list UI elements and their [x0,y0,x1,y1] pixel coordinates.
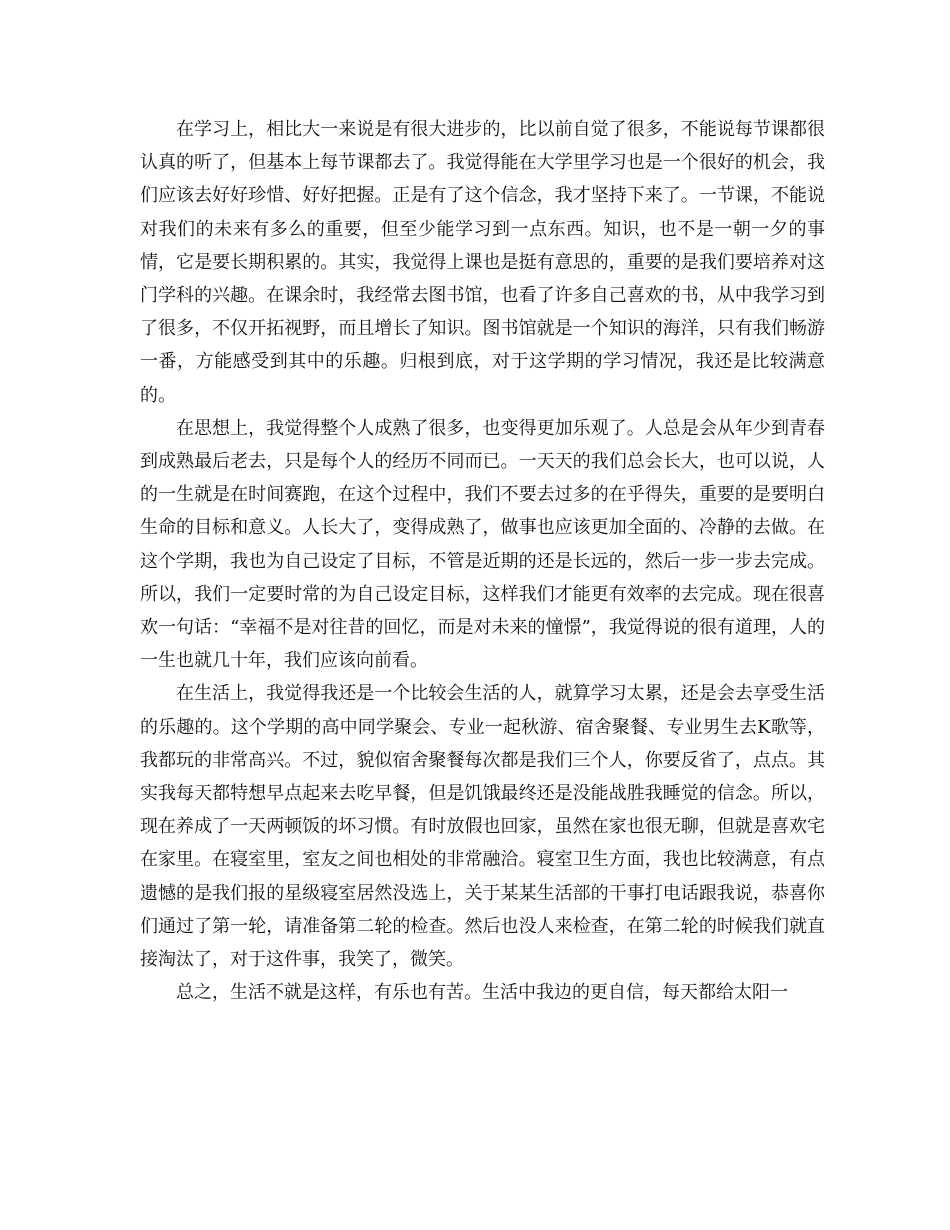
paragraph-thoughts: 在思想上，我觉得整个人成熟了很多，也变得更加乐观了。人总是会从年少到青春到成熟最后老去，只是每个人的经历不同而已。一天天的我们总会长大，也可以说，人的一生就是在时间赛跑，在这个过程中，我们不要去过多的在乎得失，重要的是要明白生命的目标和意义。人长大了，变得成熟了，做事也应该更加全面的、冷静的去做。在这个学期，我也为自己设定了目标，不管是近期的还是长远的，然后一步一步去完成。所以，我们一定要时常的为自己设定目标，这样我们才能更有效率的去完成。现在很喜欢一句话：“幸福不是对往昔的回忆，而是对未来的憧憬”，我觉得说的很有道理，人的一生也就几十年，我们应该向前看。 [140,417,825,672]
paragraph-life: 在生活上，我觉得我还是一个比较会生活的人，就算学习太累，还是会去享受生活的乐趣的。这个学期的高中同学聚会、专业一起秋游、宿舍聚餐、专业男生去K歌等，我都玩的非常高兴。不过，貌似宿舍聚餐每次都是我们三个人，你要反省了，点点。其实我每天都特想早点起来去吃早餐，但是饥饿最终还是没能战胜我睡觉的信念。所以，现在养成了一天两顿饭的坏习惯。有时放假也回家，虽然在家也很无聊，但就是喜欢宅在家里。在寝室里，室友之间也相处的非常融洽。寝室卫生方面，我也比较满意，有点遗憾的是我们报的星级寝室居然没选上，关于某某生活部的干事打电话跟我说，恭喜你们通过了第一轮，请准备第二轮的检查。然后也没人来检查，在第二轮的时候我们就直接淘汰了，对于这件事，我笑了，微笑。 [140,683,825,971]
paragraph-study: 在学习上，相比大一来说是有很大进步的，比以前自觉了很多，不能说每节课都很认真的听了，但基本上每节课都去了。我觉得能在大学里学习也是一个很好的机会，我们应该去好好珍惜、好好把握。正是有了这个信念，我才坚持下来了。一节课，不能说对我们的未来有多么的重要，但至少能学习到一点东西。知识，也不是一朝一夕的事情，它是要长期积累的。其实，我觉得上课也是挺有意思的，重要的是我们要培养对这门学科的兴趣。在课余时，我经常去图书馆，也看了许多自己喜欢的书，从中我学习到了很多，不仅开拓视野，而且增长了知识。图书馆就是一个知识的海洋，只有我们畅游一番，方能感受到其中的乐趣。归根到底，对于这学期的学习情况，我还是比较满意的。 [140,119,825,406]
document-body [140,113,825,1009]
paragraph-summary: 总之，生活不就是这样，有乐也有苦。生活中我边的更自信，每天都给太阳一 [176,982,788,1004]
